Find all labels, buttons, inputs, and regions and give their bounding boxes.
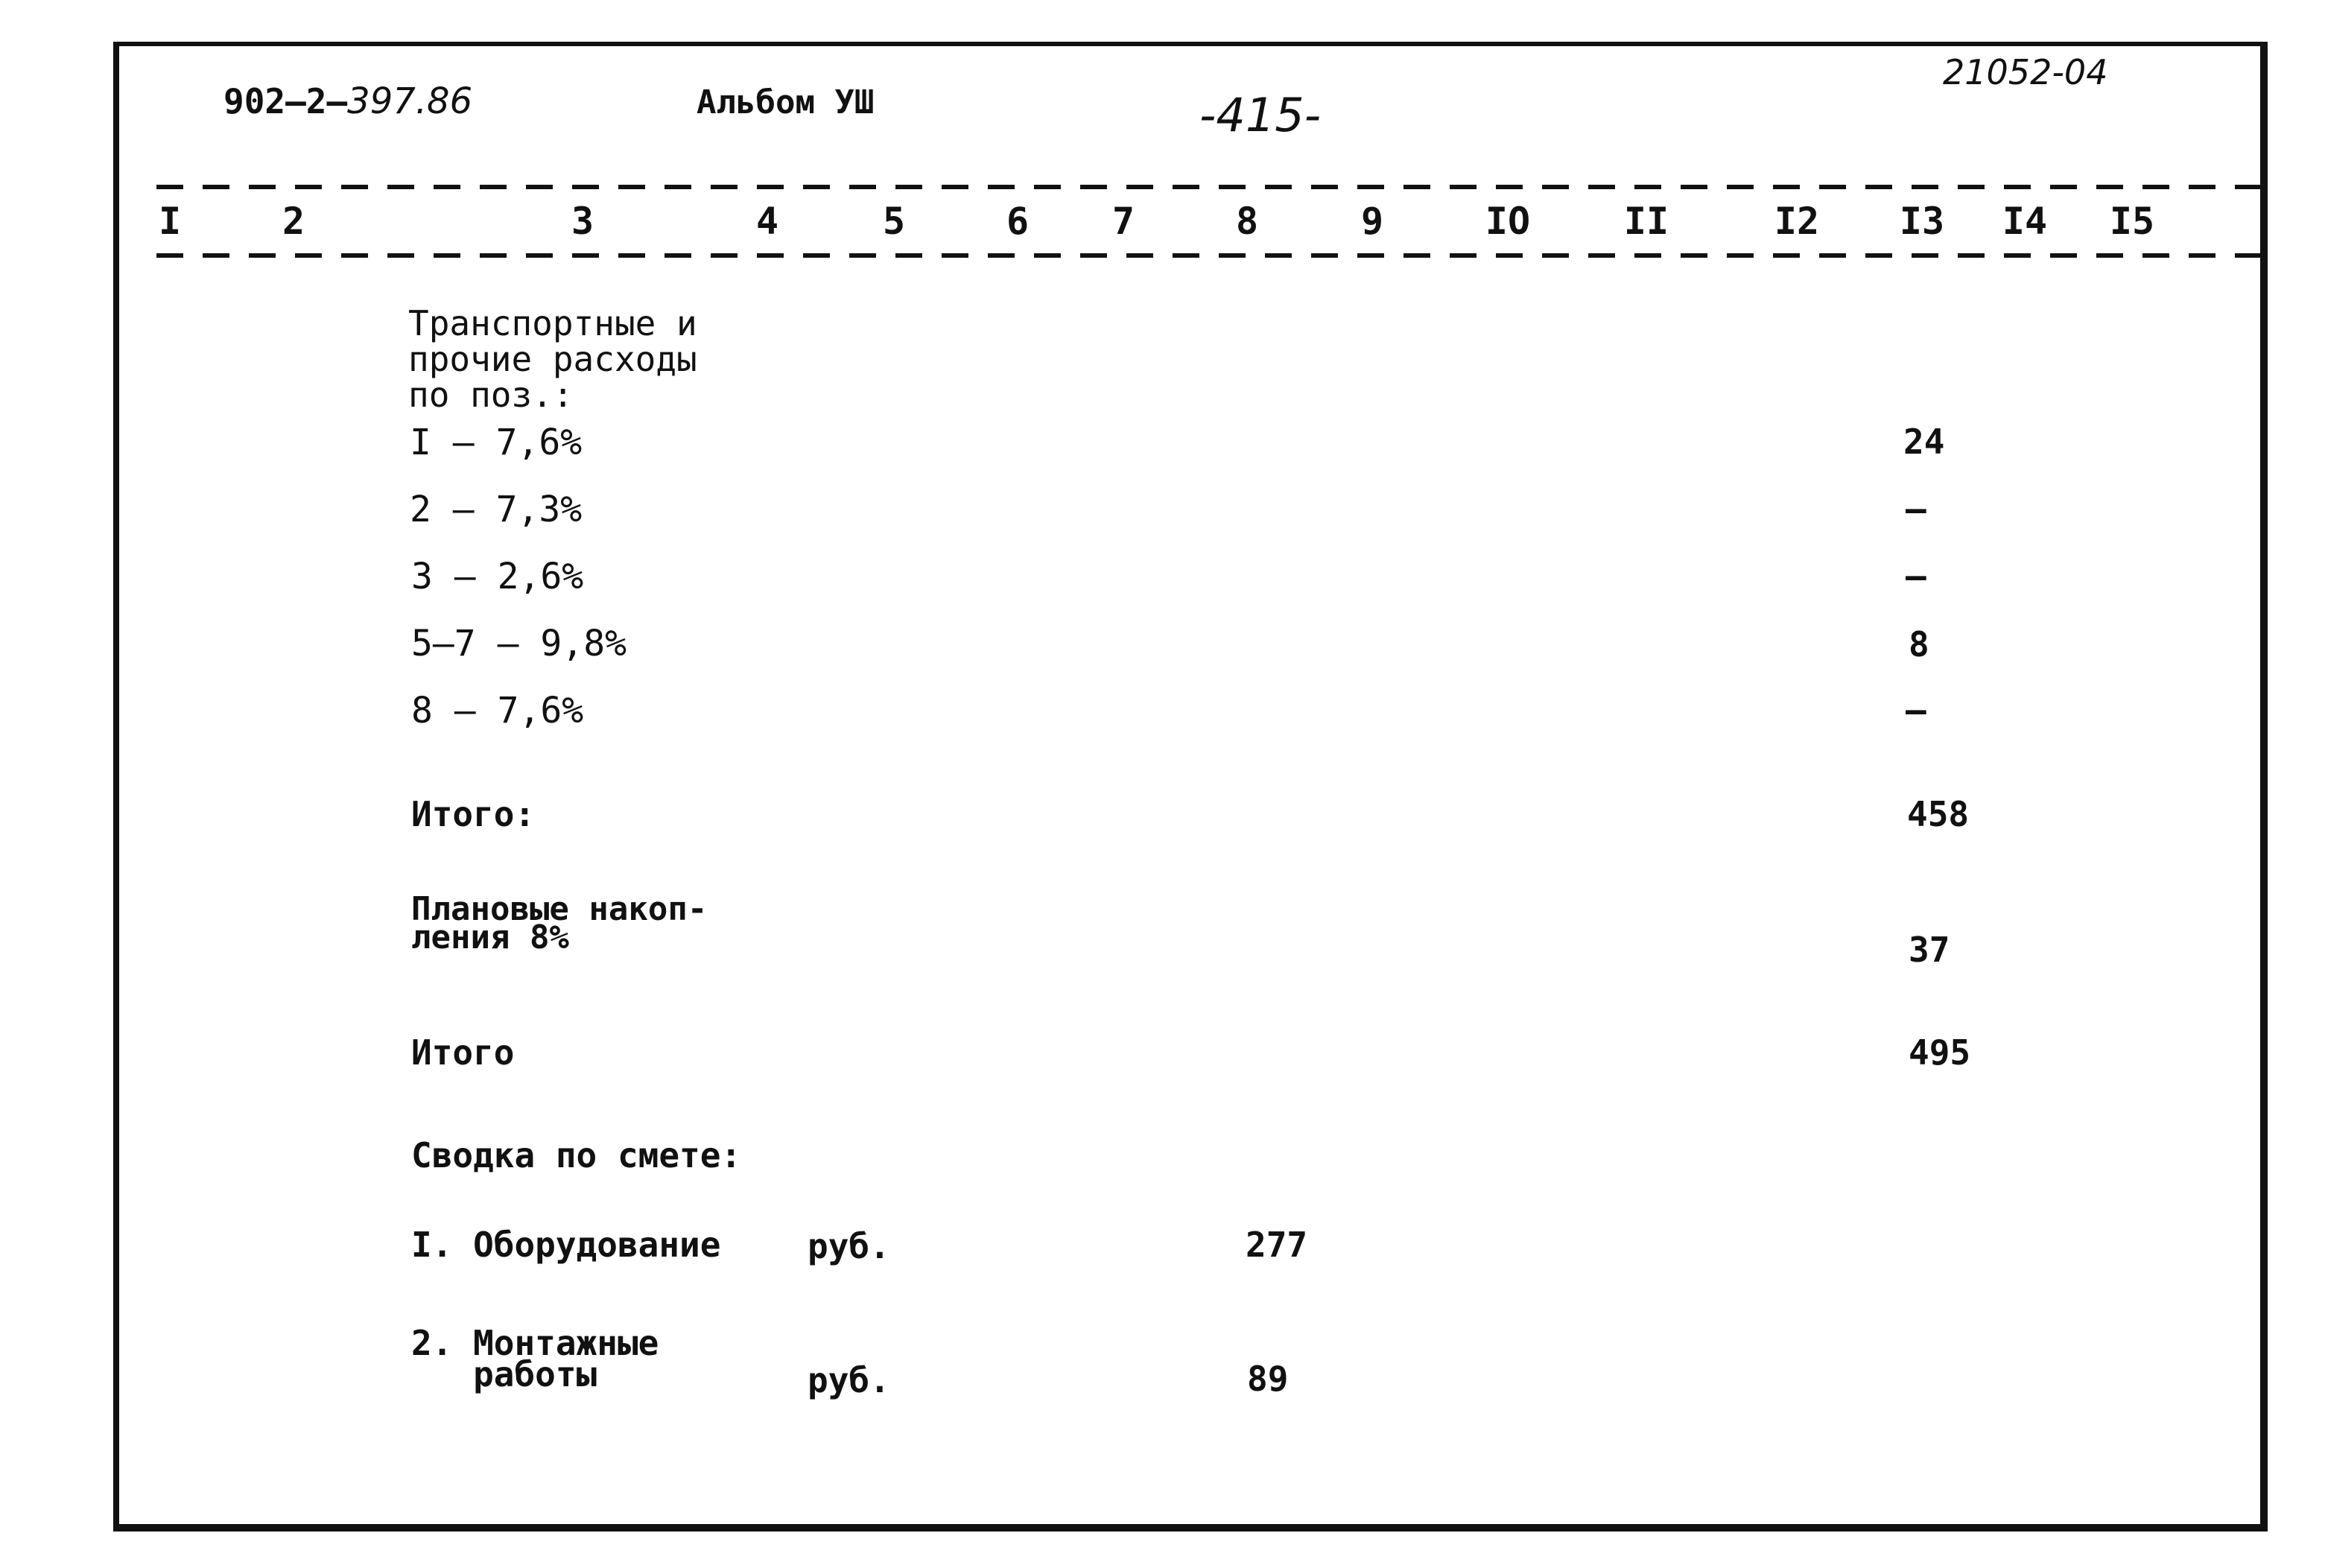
column-number: I4 xyxy=(2002,200,2048,243)
summary-item-label: 2. Монтажные работы xyxy=(411,1323,659,1394)
transport-row-label: I – 7,6% xyxy=(410,422,583,463)
summary-item-unit: руб. xyxy=(808,1226,890,1266)
total-label: Итого xyxy=(411,1032,515,1073)
transport-row-label: 2 – 7,3% xyxy=(410,489,583,530)
planned-savings-label: Плановые накоп- ления 8% xyxy=(411,890,708,956)
column-number: I3 xyxy=(1899,200,1945,243)
inventory-number: 21052-04 xyxy=(1943,52,2108,92)
transport-heading: Транспортные и прочие расходы по поз.: xyxy=(408,303,697,415)
summary-heading: Сводка по смете: xyxy=(411,1135,742,1175)
summary-item-label: I. Оборудование xyxy=(411,1225,721,1265)
column-number: 2 xyxy=(282,200,305,243)
transport-row-value: – xyxy=(1906,489,1926,529)
page-number: -415- xyxy=(1199,88,1322,142)
doc-number-handwritten: 397.86 xyxy=(347,80,473,122)
total-value: 495 xyxy=(1909,1032,1971,1073)
column-number: 8 xyxy=(1235,200,1259,243)
column-number: 7 xyxy=(1111,200,1135,243)
dashed-rule-bottom xyxy=(156,253,2266,258)
column-number: I2 xyxy=(1774,200,1820,243)
column-number: 4 xyxy=(755,200,779,243)
column-number: IO xyxy=(1485,200,1531,243)
document-frame xyxy=(113,42,2268,1532)
transport-row-value: – xyxy=(1906,556,1926,596)
column-number: 5 xyxy=(882,200,906,243)
transport-row-value: 8 xyxy=(1909,624,1929,664)
transport-row-label: 8 – 7,6% xyxy=(411,690,584,731)
column-number: 6 xyxy=(1006,200,1030,243)
transport-row-label: 5–7 – 9,8% xyxy=(411,623,627,664)
doc-number-printed: 902–2– xyxy=(223,81,348,121)
album-label: Альбом УШ xyxy=(697,83,875,121)
column-number: 9 xyxy=(1360,200,1384,243)
column-number: I xyxy=(158,200,182,243)
transport-row-value: – xyxy=(1906,690,1926,730)
planned-savings-value: 37 xyxy=(1909,930,1950,970)
summary-item-value: 277 xyxy=(1246,1225,1308,1265)
total-label: Итого: xyxy=(411,794,536,834)
transport-row-label: 3 – 2,6% xyxy=(411,556,584,597)
column-number: 3 xyxy=(571,200,594,243)
total-value: 458 xyxy=(1907,794,1970,834)
column-number: I5 xyxy=(2109,200,2155,243)
transport-row-value: 24 xyxy=(1903,422,1945,462)
summary-item-unit: руб. xyxy=(808,1360,890,1400)
doc-number xyxy=(223,80,473,122)
summary-item-value: 89 xyxy=(1247,1359,1289,1399)
dashed-rule-top xyxy=(156,185,2266,189)
column-number: II xyxy=(1623,200,1669,243)
